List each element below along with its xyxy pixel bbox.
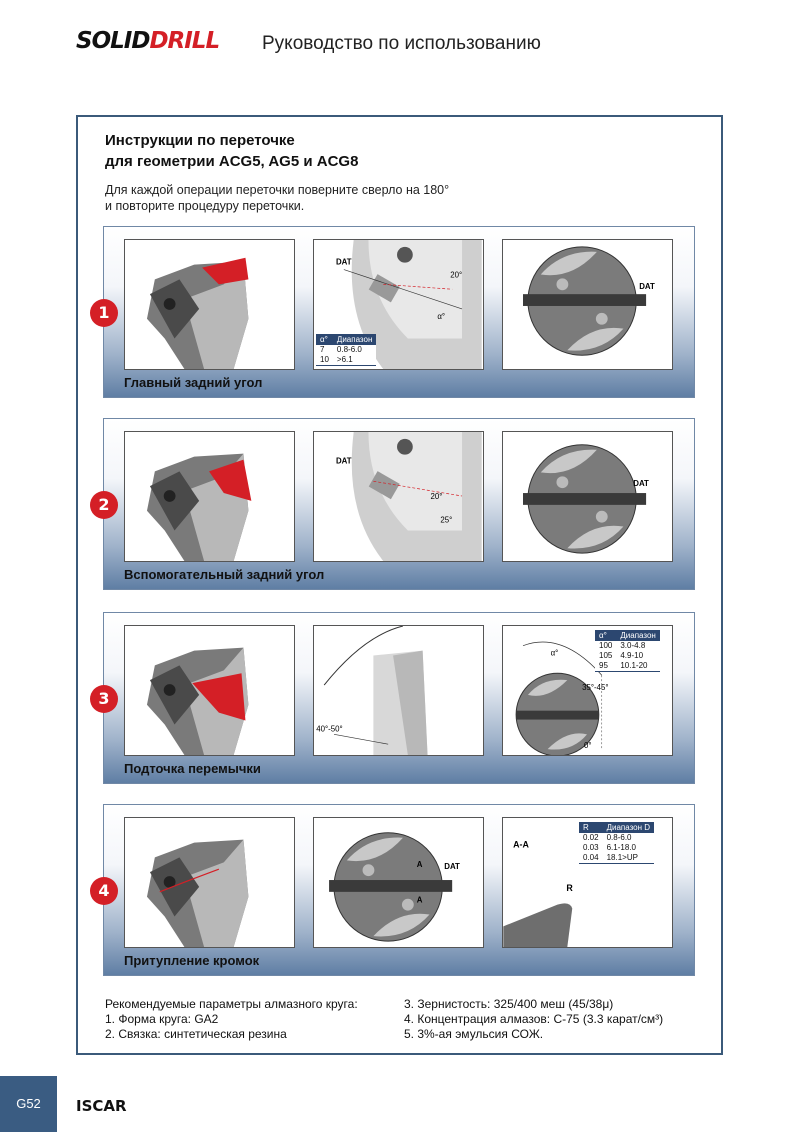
grinding-diagram xyxy=(313,625,484,756)
step-number-badge: 3 xyxy=(90,685,118,713)
step-label: Главный задний угол xyxy=(124,375,263,390)
angle-label: 40°-50° xyxy=(316,724,343,734)
solid-drill-logo: SOLIDDRILL xyxy=(76,28,220,54)
angle-label: α° xyxy=(550,648,559,658)
drill-tip-image xyxy=(124,817,295,948)
spec-table xyxy=(316,334,376,366)
drill-face-diagram xyxy=(502,431,673,562)
table-header: α° xyxy=(316,334,333,345)
angle-label: α° xyxy=(437,311,446,321)
angle-label: 0° xyxy=(584,741,592,751)
angle-label: 20° xyxy=(430,491,443,501)
step-label: Подточка перемычки xyxy=(124,761,261,776)
dat-label: DAT xyxy=(335,257,352,267)
dat-label: DAT xyxy=(335,456,352,466)
table-row: 10 >6.1 xyxy=(316,355,376,366)
step-label: Вспомогательный задний угол xyxy=(124,567,325,582)
drill-face-diagram xyxy=(502,239,673,370)
page-number: G52 xyxy=(0,1076,57,1132)
section-a-label: A xyxy=(416,895,423,905)
table-header: Диапазон xyxy=(616,630,659,641)
step-panel-2 xyxy=(98,418,695,590)
section-subtitle: Для каждой операции переточки поверните сверло на 180° и повторите процедуру переточки. xyxy=(105,183,450,213)
angle-label: 25° xyxy=(440,515,453,525)
drill-tip-image xyxy=(124,431,295,562)
angle-label: 20° xyxy=(450,270,463,280)
brand-name: ISCAR xyxy=(76,1097,127,1115)
radius-label: R xyxy=(566,882,573,893)
table-header: R xyxy=(579,822,603,833)
table-row: 7 0.8-6.0 xyxy=(320,345,362,354)
table-header: Диапазон xyxy=(333,334,376,345)
drill-face-diagram xyxy=(313,817,484,948)
step-panel-3 xyxy=(98,612,695,784)
table-row: 100 3.0-4.8 xyxy=(599,641,646,650)
dat-label: DAT xyxy=(639,282,655,292)
spec-table xyxy=(595,630,660,672)
table-row: 0.02 0.8-6.0 xyxy=(583,833,632,842)
step-panel-4 xyxy=(98,804,695,976)
wheel-parameters-right: 3. Зернистость: 325/400 меш (45/38μ) 4. Концентрация алмазов: С-75 (3.3 карат/см³) 5. 3%-ая эмульсия СОЖ. xyxy=(404,997,664,1041)
section-title: Инструкции по переточке для геометрии ACG5, AG5 и ACG8 xyxy=(105,132,359,170)
step-label: Притупление кромок xyxy=(124,953,260,968)
spec-table xyxy=(579,822,654,864)
step-number-badge: 2 xyxy=(90,491,118,519)
grinding-diagram xyxy=(313,431,484,562)
table-row: 0.04 18.1>UP xyxy=(579,853,654,864)
wheel-parameters-left: Рекомендуемые параметры алмазного круга: 1. Форма круга: GA2 2. Связка: синтетическая резина xyxy=(105,997,358,1041)
step-number-badge: 1 xyxy=(90,299,118,327)
step-number-badge: 4 xyxy=(90,877,118,905)
table-header: Диапазон D xyxy=(603,822,654,833)
dat-label: DAT xyxy=(633,479,649,489)
table-row: 105 4.9-10 xyxy=(599,651,644,660)
dat-label: DAT xyxy=(444,862,460,872)
table-header: α° xyxy=(595,630,616,641)
drill-tip-image xyxy=(124,239,295,370)
table-row: 95 10.1-20 xyxy=(595,661,660,672)
step-panel-1 xyxy=(98,226,695,398)
section-a-label: A xyxy=(416,860,423,870)
table-row: 0.03 6.1-18.0 xyxy=(583,843,636,852)
section-label: A-A xyxy=(513,839,529,850)
drill-tip-image xyxy=(124,625,295,756)
header-title: Руководство по использованию xyxy=(262,33,541,54)
angle-label: 35°-45° xyxy=(582,683,609,693)
